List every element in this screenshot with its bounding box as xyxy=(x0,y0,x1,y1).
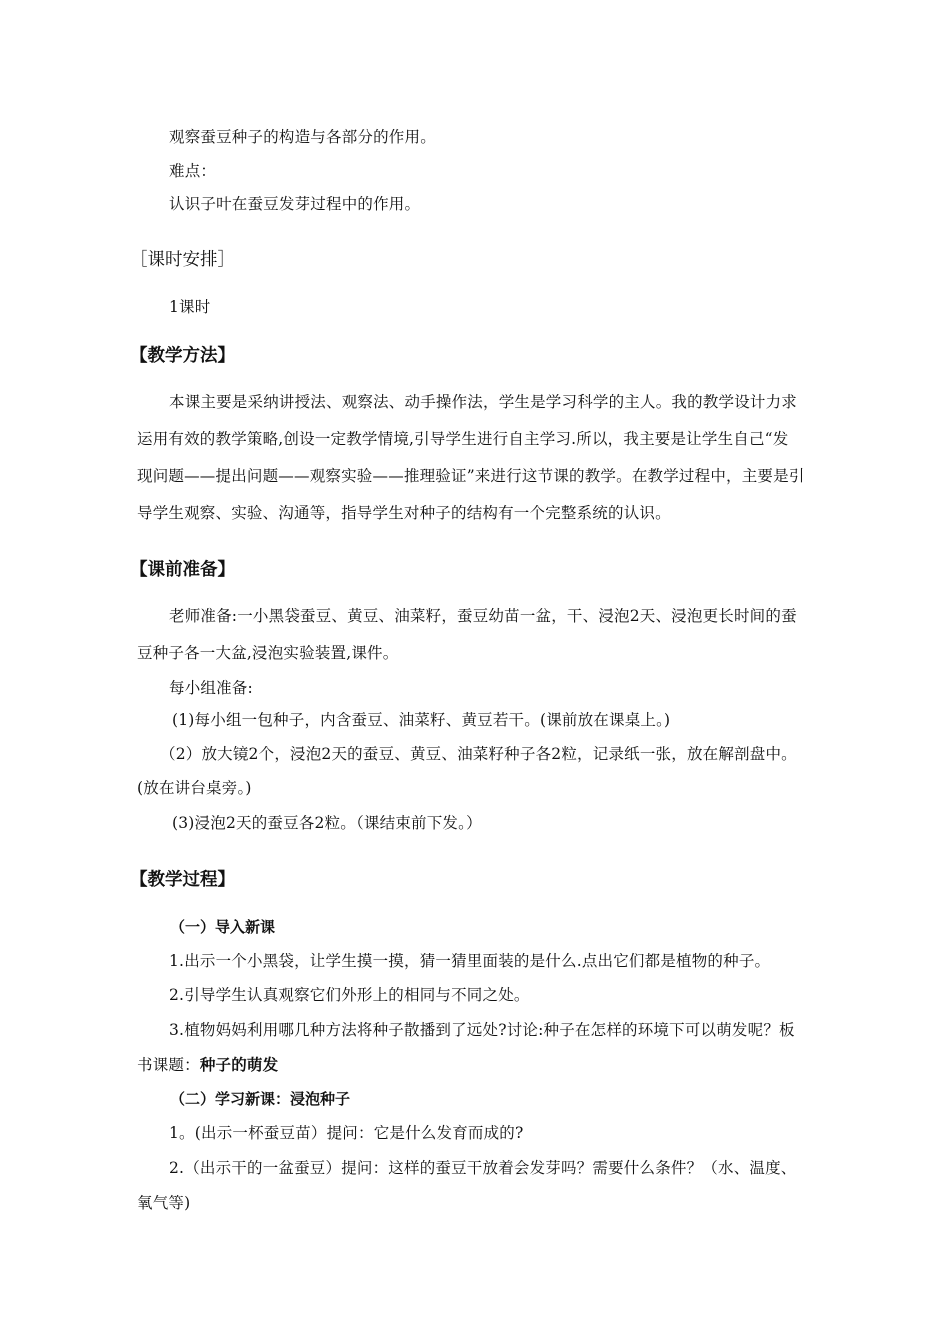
group-prep-item: （2）放大镜2个，浸泡2天的蚕豆、黄豆、油菜籽种子各2粒，记录纸一张，放在解剖盘中。 xyxy=(160,745,797,763)
method-paragraph-line: 现问题——提出问题——观察实验——推理验证”来进行这节课的教学。在教学过程中，主要是引 xyxy=(137,467,805,485)
schedule-heading: ［课时安排］ xyxy=(130,250,235,270)
group-prep-item: (放在讲台桌旁。) xyxy=(137,779,252,797)
teacher-prep-line: 老师准备:一小黑袋蚕豆、黄豆、油菜籽，蚕豆幼苗一盆，干、浸泡2天、浸泡更长时间的蚕 xyxy=(169,607,797,625)
process-step: 1。(出示一杯蚕豆苗）提问：它是什么发育而成的? xyxy=(169,1124,524,1142)
process-step: 氧气等) xyxy=(137,1194,191,1212)
section-title: （一）导入新课 xyxy=(170,918,276,936)
difficulty-label: 难点： xyxy=(169,162,217,180)
method-paragraph-line: 导学生观察、实验、沟通等，指导学生对种子的结构有一个完整系统的认识。 xyxy=(137,504,671,522)
group-prep-label: 每小组准备: xyxy=(169,679,253,697)
board-title-prefix: 书课题： xyxy=(137,1056,200,1074)
preparation-heading: 【课前准备】 xyxy=(130,560,235,580)
teacher-prep-line: 豆种子各一大盆,浸泡实验装置,课件。 xyxy=(137,644,399,662)
schedule-value: 1课时 xyxy=(169,298,211,316)
process-step xyxy=(137,1055,278,1075)
process-step: 1.出示一个小黑袋，让学生摸一摸，猜一猜里面装的是什么.点出它们都是植物的种子。 xyxy=(169,952,771,970)
process-step: 3.植物妈妈利用哪几种方法将种子散播到了远处?讨论:种子在怎样的环境下可以萌发呢？板 xyxy=(169,1021,795,1039)
method-paragraph-line: 运用有效的教学策略,创设一定教学情境,引导学生进行自主学习.所以，我主要是让学生自己“发 xyxy=(137,430,789,448)
group-prep-item: (1)每小组一包种子，内含蚕豆、油菜籽、黄豆若干。(课前放在课桌上。) xyxy=(172,711,671,729)
method-paragraph-line: 本课主要是采纳讲授法、观察法、动手操作法，学生是学习科学的主人。我的教学设计力求 xyxy=(169,393,798,411)
key-point-line: 观察蚕豆种子的构造与各部分的作用。 xyxy=(169,128,436,146)
process-step: 2.（出示干的一盆蚕豆）提问：这样的蚕豆干放着会发芽吗？需要什么条件？（水、温度、 xyxy=(169,1159,797,1177)
section-title: （二）学习新课：浸泡种子 xyxy=(170,1090,351,1108)
board-title: 种子的萌发 xyxy=(199,1056,279,1074)
difficulty-line: 认识子叶在蚕豆发芽过程中的作用。 xyxy=(169,195,421,213)
method-heading: 【教学方法】 xyxy=(130,346,235,366)
process-step: 2.引导学生认真观察它们外形上的相同与不同之处。 xyxy=(169,986,530,1004)
process-heading: 【教学过程】 xyxy=(130,870,235,890)
group-prep-item: (3)浸泡2天的蚕豆各2粒。（课结束前下发。） xyxy=(172,814,482,832)
